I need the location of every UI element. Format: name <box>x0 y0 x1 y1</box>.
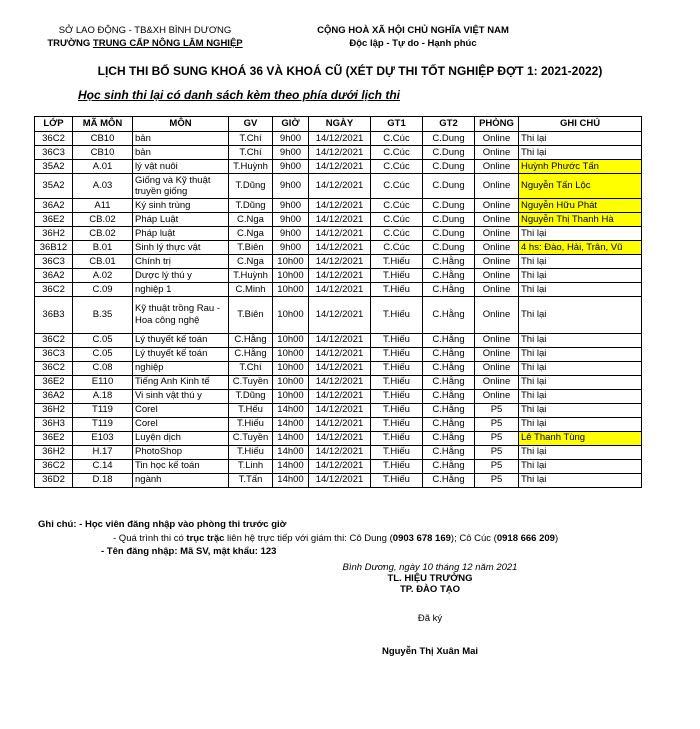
cell-gt1: C.Cúc <box>371 174 423 199</box>
cell-ngay: 14/12/2021 <box>309 459 371 473</box>
cell-lop: 36C2 <box>35 459 73 473</box>
cell-ma: C.08 <box>73 361 133 375</box>
cell-mon: Tin học kế toán <box>133 459 229 473</box>
cell-gv: C.Minh <box>229 283 273 297</box>
cell-gt1: T.Hiếu <box>371 283 423 297</box>
cell-mon: Luyện dịch <box>133 431 229 445</box>
cell-gt1: T.Hiếu <box>371 297 423 334</box>
cell-gv: C.Nga <box>229 213 273 227</box>
cell-ma: E103 <box>73 431 133 445</box>
cell-ma: CB.02 <box>73 213 133 227</box>
column-header: GT1 <box>371 117 423 132</box>
cell-lop: 36E2 <box>35 213 73 227</box>
cell-mon: ngành <box>133 473 229 487</box>
cell-ghichu: Thi lại <box>519 473 642 487</box>
cell-ma: H.17 <box>73 445 133 459</box>
cell-gio: 10h00 <box>273 255 309 269</box>
signature-block <box>310 562 550 657</box>
table-row <box>35 160 642 174</box>
cell-lop: 36C3 <box>35 146 73 160</box>
cell-gio: 9h00 <box>273 199 309 213</box>
cell-ma: B.01 <box>73 241 133 255</box>
note-line-2-b: trục trặc <box>186 532 225 544</box>
cell-gv: T.Chí <box>229 132 273 146</box>
cell-phong: P5 <box>475 459 519 473</box>
cell-ngay: 14/12/2021 <box>309 445 371 459</box>
cell-ma: C.05 <box>73 347 133 361</box>
cell-gv: T.Hiếu <box>229 445 273 459</box>
cell-ma: A.03 <box>73 174 133 199</box>
cell-gv: C.Hằng <box>229 333 273 347</box>
cell-gt2: C.Dung <box>423 160 475 174</box>
cell-ngay: 14/12/2021 <box>309 269 371 283</box>
ministry-name: SỞ LAO ĐỘNG - TB&XH BÌNH DƯƠNG <box>58 25 232 36</box>
cell-gio: 14h00 <box>273 445 309 459</box>
cell-gt2: C.Hằng <box>423 347 475 361</box>
cell-ghichu: Lê Thanh Tùng <box>519 431 642 445</box>
cell-gv: T.Linh <box>229 459 273 473</box>
header-right <box>298 24 528 50</box>
cell-phong: Online <box>475 213 519 227</box>
cell-ghichu: Nguyễn Tấn Lộc <box>519 174 642 199</box>
cell-gv: C.Nga <box>229 227 273 241</box>
table-row <box>35 473 642 487</box>
cell-gt2: C.Hằng <box>423 283 475 297</box>
cell-mon: Dược lý thú y <box>133 269 229 283</box>
cell-ghichu: Thi lại <box>519 333 642 347</box>
column-header: GT2 <box>423 117 475 132</box>
table-row <box>35 333 642 347</box>
cell-lop: 36E2 <box>35 375 73 389</box>
cell-ma: A.01 <box>73 160 133 174</box>
cell-ghichu: Nguyễn Hữu Phát <box>519 199 642 213</box>
table-row <box>35 269 642 283</box>
cell-lop: 36A2 <box>35 389 73 403</box>
cell-phong: Online <box>475 146 519 160</box>
table-row <box>35 417 642 431</box>
cell-gv: T.Hiếu <box>229 417 273 431</box>
national-motto: Độc lập - Tự do - Hạnh phúc <box>349 38 477 49</box>
cell-ghichu: Nguyễn Thị Thanh Hà <box>519 213 642 227</box>
table-row <box>35 375 642 389</box>
cell-gv: C.Hằng <box>229 347 273 361</box>
note-line-2 <box>38 532 558 546</box>
cell-gt1: T.Hiếu <box>371 361 423 375</box>
cell-gt1: T.Hiếu <box>371 333 423 347</box>
cell-lop: 36B3 <box>35 297 73 334</box>
cell-gt2: C.Hằng <box>423 403 475 417</box>
cell-gio: 14h00 <box>273 473 309 487</box>
cell-gt1: C.Cúc <box>371 241 423 255</box>
column-header: MÃ MÔN <box>73 117 133 132</box>
cell-gv: T.Chí <box>229 361 273 375</box>
cell-phong: P5 <box>475 417 519 431</box>
cell-gt1: C.Cúc <box>371 160 423 174</box>
signature-date: Bình Dương, ngày 10 tháng 12 năm 2021 <box>342 562 518 573</box>
cell-ma: C.09 <box>73 283 133 297</box>
cell-ma: E110 <box>73 375 133 389</box>
cell-gv: C.Tuyền <box>229 375 273 389</box>
cell-ma: D.18 <box>73 473 133 487</box>
cell-phong: Online <box>475 241 519 255</box>
document-title: LỊCH THI BỔ SUNG KHOÁ 36 VÀ KHOÁ CŨ (XÉT DỰ THI TỐT NGHIỆP ĐỢT 1: 2021-2022) <box>97 64 603 78</box>
cell-gio: 10h00 <box>273 333 309 347</box>
phone-cuc: 0918 666 209 <box>496 532 555 544</box>
cell-ghichu: Thi lại <box>519 361 642 375</box>
table-row <box>35 241 642 255</box>
note-line-2-c: liên hệ trực tiếp với giám thi: Cô Dung ( <box>224 532 393 544</box>
cell-gt2: C.Hằng <box>423 431 475 445</box>
cell-mon: bản <box>133 146 229 160</box>
cell-ma: A.18 <box>73 389 133 403</box>
table-header-row <box>35 117 642 132</box>
cell-lop: 36H2 <box>35 227 73 241</box>
cell-gt2: C.Dung <box>423 227 475 241</box>
column-header: MÔN <box>133 117 229 132</box>
column-header: GV <box>229 117 273 132</box>
cell-ghichu: Thi lại <box>519 297 642 334</box>
cell-gt1: T.Hiếu <box>371 473 423 487</box>
cell-mon: lý vật nuôi <box>133 160 229 174</box>
cell-ghichu: Thi lại <box>519 132 642 146</box>
table-row <box>35 255 642 269</box>
cell-gt2: C.Dung <box>423 199 475 213</box>
cell-ghichu: Thi lại <box>519 146 642 160</box>
cell-lop: 36H3 <box>35 417 73 431</box>
cell-phong: P5 <box>475 473 519 487</box>
cell-gio: 10h00 <box>273 375 309 389</box>
cell-phong: Online <box>475 255 519 269</box>
cell-ma: B.35 <box>73 297 133 334</box>
cell-ghichu: Thi lại <box>519 255 642 269</box>
cell-mon: Ký sinh trùng <box>133 199 229 213</box>
cell-lop: 36D2 <box>35 473 73 487</box>
cell-gt2: C.Dung <box>423 241 475 255</box>
cell-phong: P5 <box>475 431 519 445</box>
cell-gt2: C.Dung <box>423 146 475 160</box>
cell-gt1: T.Hiếu <box>371 375 423 389</box>
cell-phong: Online <box>475 361 519 375</box>
cell-gv: T.Hếu <box>229 403 273 417</box>
cell-lop: 36H2 <box>35 403 73 417</box>
cell-ma: C.14 <box>73 459 133 473</box>
cell-gt2: C.Hằng <box>423 417 475 431</box>
table-row <box>35 227 642 241</box>
cell-lop: 36E2 <box>35 431 73 445</box>
cell-gio: 14h00 <box>273 431 309 445</box>
cell-gt1: T.Hiếu <box>371 459 423 473</box>
cell-phong: Online <box>475 160 519 174</box>
note-line-2-e: ) <box>554 532 559 544</box>
table-row <box>35 431 642 445</box>
cell-ghichu: Thi lại <box>519 269 642 283</box>
cell-gv: C.Tuyền <box>229 431 273 445</box>
cell-gio: 10h00 <box>273 297 309 334</box>
cell-ma: T119 <box>73 417 133 431</box>
table-row <box>35 361 642 375</box>
cell-mon: bản <box>133 132 229 146</box>
cell-ngay: 14/12/2021 <box>309 146 371 160</box>
cell-gt2: C.Dung <box>423 132 475 146</box>
cell-phong: Online <box>475 375 519 389</box>
cell-ngay: 14/12/2021 <box>309 297 371 334</box>
table-row <box>35 297 642 334</box>
cell-mon: Tiếng Anh Kinh tế <box>133 375 229 389</box>
cell-lop: 36C2 <box>35 333 73 347</box>
cell-lop: 35A2 <box>35 174 73 199</box>
cell-gv: T.Huỳnh <box>229 269 273 283</box>
cell-mon: nghiệp 1 <box>133 283 229 297</box>
cell-gio: 14h00 <box>273 403 309 417</box>
cell-mon: Giống và Kỹ thuật truyền giống <box>133 174 229 199</box>
cell-phong: Online <box>475 132 519 146</box>
cell-phong: Online <box>475 347 519 361</box>
cell-phong: Online <box>475 199 519 213</box>
cell-gio: 9h00 <box>273 132 309 146</box>
cell-mon: Pháp Luật <box>133 213 229 227</box>
note-line-2-a: - Quá trình thi có <box>113 532 187 544</box>
cell-ngay: 14/12/2021 <box>309 255 371 269</box>
cell-gt1: C.Cúc <box>371 213 423 227</box>
cell-gv: T.Dũng <box>229 174 273 199</box>
cell-phong: Online <box>475 283 519 297</box>
table-row <box>35 146 642 160</box>
cell-gio: 9h00 <box>273 174 309 199</box>
signature-signed: Đã ký <box>417 613 443 624</box>
cell-gt1: T.Hiếu <box>371 445 423 459</box>
cell-ngay: 14/12/2021 <box>309 132 371 146</box>
cell-ma: CB10 <box>73 146 133 160</box>
cell-ngay: 14/12/2021 <box>309 227 371 241</box>
signature-role-2: TP. ĐÀO TẠO <box>400 584 460 595</box>
cell-mon: Corel <box>133 417 229 431</box>
note-line-2-d: ); Cô Cúc ( <box>450 532 497 544</box>
cell-gt1: T.Hiếu <box>371 269 423 283</box>
table-row <box>35 403 642 417</box>
cell-gio: 14h00 <box>273 417 309 431</box>
cell-ngay: 14/12/2021 <box>309 361 371 375</box>
cell-lop: 36B12 <box>35 241 73 255</box>
cell-gt2: C.Hằng <box>423 459 475 473</box>
notes-section <box>38 518 558 559</box>
cell-ngay: 14/12/2021 <box>309 389 371 403</box>
cell-ngay: 14/12/2021 <box>309 347 371 361</box>
phone-dung: 0903 678 169 <box>392 532 451 544</box>
cell-gt2: C.Hằng <box>423 473 475 487</box>
cell-mon: Lý thuyết kế toán <box>133 347 229 361</box>
cell-gt2: C.Hằng <box>423 389 475 403</box>
cell-phong: Online <box>475 297 519 334</box>
cell-ghichu: Thi lại <box>519 283 642 297</box>
table-row <box>35 347 642 361</box>
cell-lop: 36C3 <box>35 347 73 361</box>
table-row <box>35 283 642 297</box>
cell-phong: Online <box>475 227 519 241</box>
cell-mon: PhotoShop <box>133 445 229 459</box>
cell-gt1: T.Hiếu <box>371 431 423 445</box>
column-header: LỚP <box>35 117 73 132</box>
cell-ma: CB.02 <box>73 227 133 241</box>
cell-lop: 35A2 <box>35 160 73 174</box>
cell-ngay: 14/12/2021 <box>309 160 371 174</box>
cell-lop: 36C2 <box>35 283 73 297</box>
table-row <box>35 132 642 146</box>
cell-gt2: C.Hằng <box>423 269 475 283</box>
cell-gt1: T.Hiếu <box>371 347 423 361</box>
cell-ngay: 14/12/2021 <box>309 431 371 445</box>
cell-ma: A.02 <box>73 269 133 283</box>
cell-ngay: 14/12/2021 <box>309 241 371 255</box>
document-subtitle: Học sinh thi lại có danh sách kèm theo phía dưới lịch thi <box>78 88 401 102</box>
cell-mon: Kỹ thuật trồng Rau - Hoa công nghệ <box>133 297 229 334</box>
cell-gt1: C.Cúc <box>371 227 423 241</box>
exam-schedule-table <box>34 116 642 488</box>
cell-gio: 10h00 <box>273 389 309 403</box>
cell-lop: 36A2 <box>35 199 73 213</box>
table-row <box>35 213 642 227</box>
cell-phong: Online <box>475 389 519 403</box>
table-row <box>35 389 642 403</box>
cell-gt1: C.Cúc <box>371 132 423 146</box>
school-prefix: TRƯỜNG <box>47 38 93 49</box>
cell-gio: 9h00 <box>273 160 309 174</box>
cell-ma: CB.01 <box>73 255 133 269</box>
cell-ghichu: Thi lại <box>519 347 642 361</box>
cell-gv: T.Chí <box>229 146 273 160</box>
cell-mon: Sinh lý thực vật <box>133 241 229 255</box>
column-header: PHÒNG <box>475 117 519 132</box>
cell-gio: 10h00 <box>273 361 309 375</box>
cell-mon: Pháp luật <box>133 227 229 241</box>
cell-phong: Online <box>475 174 519 199</box>
header-left <box>30 24 260 50</box>
cell-lop: 36C3 <box>35 255 73 269</box>
column-header: GHI CHÚ <box>519 117 642 132</box>
cell-gio: 10h00 <box>273 269 309 283</box>
note-line-3: - Tên đăng nhập: Mã SV, mật khẩu: 123 <box>101 546 277 557</box>
cell-ngay: 14/12/2021 <box>309 375 371 389</box>
cell-gio: 9h00 <box>273 213 309 227</box>
cell-ghichu: Thi lại <box>519 445 642 459</box>
cell-ghichu: Thi lại <box>519 375 642 389</box>
table-row <box>35 445 642 459</box>
cell-ngay: 14/12/2021 <box>309 417 371 431</box>
cell-mon: Chính trị <box>133 255 229 269</box>
cell-ma: T119 <box>73 403 133 417</box>
cell-gv: T.Biên <box>229 241 273 255</box>
cell-gt2: C.Hằng <box>423 297 475 334</box>
cell-gt1: T.Hiếu <box>371 417 423 431</box>
cell-gt2: C.Dung <box>423 174 475 199</box>
cell-ngay: 14/12/2021 <box>309 199 371 213</box>
cell-gt1: T.Hiếu <box>371 255 423 269</box>
cell-gv: T.Biên <box>229 297 273 334</box>
cell-lop: 36H2 <box>35 445 73 459</box>
cell-mon: nghiệp <box>133 361 229 375</box>
cell-gv: T.Huỳnh <box>229 160 273 174</box>
cell-ngay: 14/12/2021 <box>309 283 371 297</box>
cell-ghichu: Thi lại <box>519 389 642 403</box>
cell-ghichu: Thi lại <box>519 403 642 417</box>
cell-phong: P5 <box>475 403 519 417</box>
cell-phong: Online <box>475 333 519 347</box>
cell-ma: CB10 <box>73 132 133 146</box>
cell-gio: 9h00 <box>273 146 309 160</box>
cell-ghichu: 4 hs: Đào, Hải, Trân, Vũ <box>519 241 642 255</box>
signer-name: Nguyễn Thị Xuân Mai <box>381 646 479 657</box>
cell-gio: 10h00 <box>273 347 309 361</box>
cell-lop: 36A2 <box>35 269 73 283</box>
cell-gt1: T.Hiếu <box>371 403 423 417</box>
table-row <box>35 459 642 473</box>
signature-role-1: TL. HIỆU TRƯỞNG <box>387 573 473 584</box>
cell-lop: 36C2 <box>35 361 73 375</box>
table-row <box>35 199 642 213</box>
column-header: GIỜ <box>273 117 309 132</box>
table-row <box>35 174 642 199</box>
cell-gv: T.Dũng <box>229 199 273 213</box>
column-header: NGÀY <box>309 117 371 132</box>
cell-gt2: C.Hằng <box>423 375 475 389</box>
note-line-1: Ghi chú: - Học viên đăng nhập vào phòng thi trước giờ <box>38 519 287 530</box>
cell-ghichu: Thi lại <box>519 459 642 473</box>
cell-gio: 9h00 <box>273 241 309 255</box>
cell-gt2: C.Hằng <box>423 445 475 459</box>
cell-gio: 9h00 <box>273 227 309 241</box>
country-name: CỘNG HOÀ XÃ HỘI CHỦ NGHĨA VIỆT NAM <box>317 25 509 36</box>
cell-ghichu: Thi lại <box>519 227 642 241</box>
cell-ngay: 14/12/2021 <box>309 403 371 417</box>
cell-gt2: C.Dung <box>423 213 475 227</box>
cell-ngay: 14/12/2021 <box>309 174 371 199</box>
cell-ghichu: Thi lại <box>519 417 642 431</box>
cell-gio: 14h00 <box>273 459 309 473</box>
cell-gt1: T.Hiếu <box>371 389 423 403</box>
cell-gio: 10h00 <box>273 283 309 297</box>
cell-lop: 36C2 <box>35 132 73 146</box>
cell-ngay: 14/12/2021 <box>309 473 371 487</box>
cell-ma: C.05 <box>73 333 133 347</box>
cell-gt2: C.Hằng <box>423 361 475 375</box>
cell-mon: Vi sinh vật thú y <box>133 389 229 403</box>
cell-ma: A11 <box>73 199 133 213</box>
cell-gv: T.Dũng <box>229 389 273 403</box>
table-body <box>35 132 642 488</box>
school-name-text: TRUNG CẤP NÔNG LÂM NGHIỆP <box>92 38 243 49</box>
cell-phong: P5 <box>475 445 519 459</box>
cell-ghichu: Huỳnh Phước Tấn <box>519 160 642 174</box>
school-name <box>30 37 260 50</box>
cell-phong: Online <box>475 269 519 283</box>
cell-gt2: C.Hằng <box>423 255 475 269</box>
cell-gv: T.Tấn <box>229 473 273 487</box>
cell-gv: C.Nga <box>229 255 273 269</box>
cell-mon: Corel <box>133 403 229 417</box>
cell-gt2: C.Hằng <box>423 333 475 347</box>
cell-gt1: C.Cúc <box>371 199 423 213</box>
cell-ngay: 14/12/2021 <box>309 333 371 347</box>
cell-mon: Lý thuyết kế toán <box>133 333 229 347</box>
cell-gt1: C.Cúc <box>371 146 423 160</box>
cell-ngay: 14/12/2021 <box>309 213 371 227</box>
